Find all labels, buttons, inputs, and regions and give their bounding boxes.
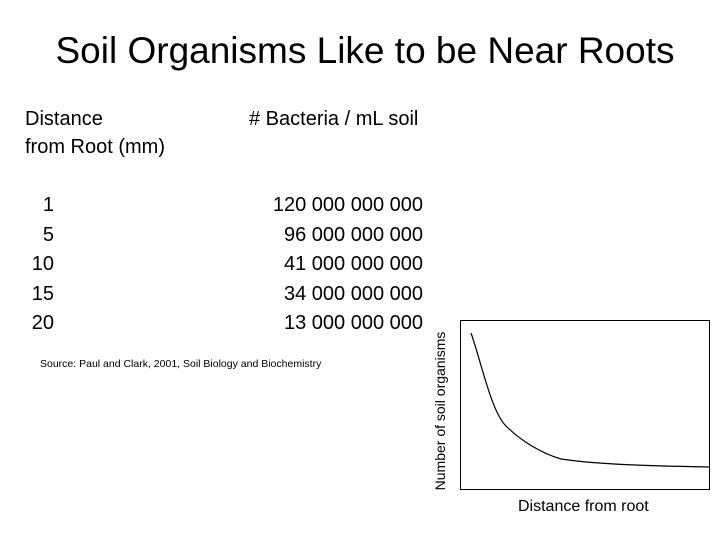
distance-header-line2: from Root (mm) [25, 136, 165, 158]
bacteria-value: 120 000 000 000 [272, 194, 423, 216]
distance-value: 1 [42, 194, 54, 216]
distance-values-column [20, 191, 54, 339]
x-axis-label: Distance from root [518, 498, 649, 515]
bacteria-value: 34 000 000 000 [283, 282, 423, 305]
sketch-plot [461, 321, 711, 491]
distance-value: 10 [31, 253, 54, 276]
slide-title: Soil Organisms Like to be Near Roots [55, 30, 675, 71]
y-axis-label: Number of soil organisms [432, 331, 448, 491]
distance-header-line1: Distance [25, 108, 103, 130]
decay-curve [471, 333, 709, 467]
bacteria-value: 96 000 000 000 [283, 223, 423, 246]
bacteria-column-header: # Bacteria / mL soil [249, 108, 419, 130]
distance-value: 15 [31, 282, 54, 305]
distance-value: 5 [42, 223, 54, 246]
sketch-plot-frame [460, 320, 710, 490]
distance-value: 20 [31, 312, 54, 335]
source-citation: Source: Paul and Clark, 2001, Soil Biology and Biochemistry [40, 358, 322, 370]
distance-column-header [25, 105, 165, 161]
bacteria-value: 41 000 000 000 [283, 253, 423, 276]
bacteria-values-column [220, 191, 423, 339]
bacteria-value: 13 000 000 000 [283, 312, 423, 335]
